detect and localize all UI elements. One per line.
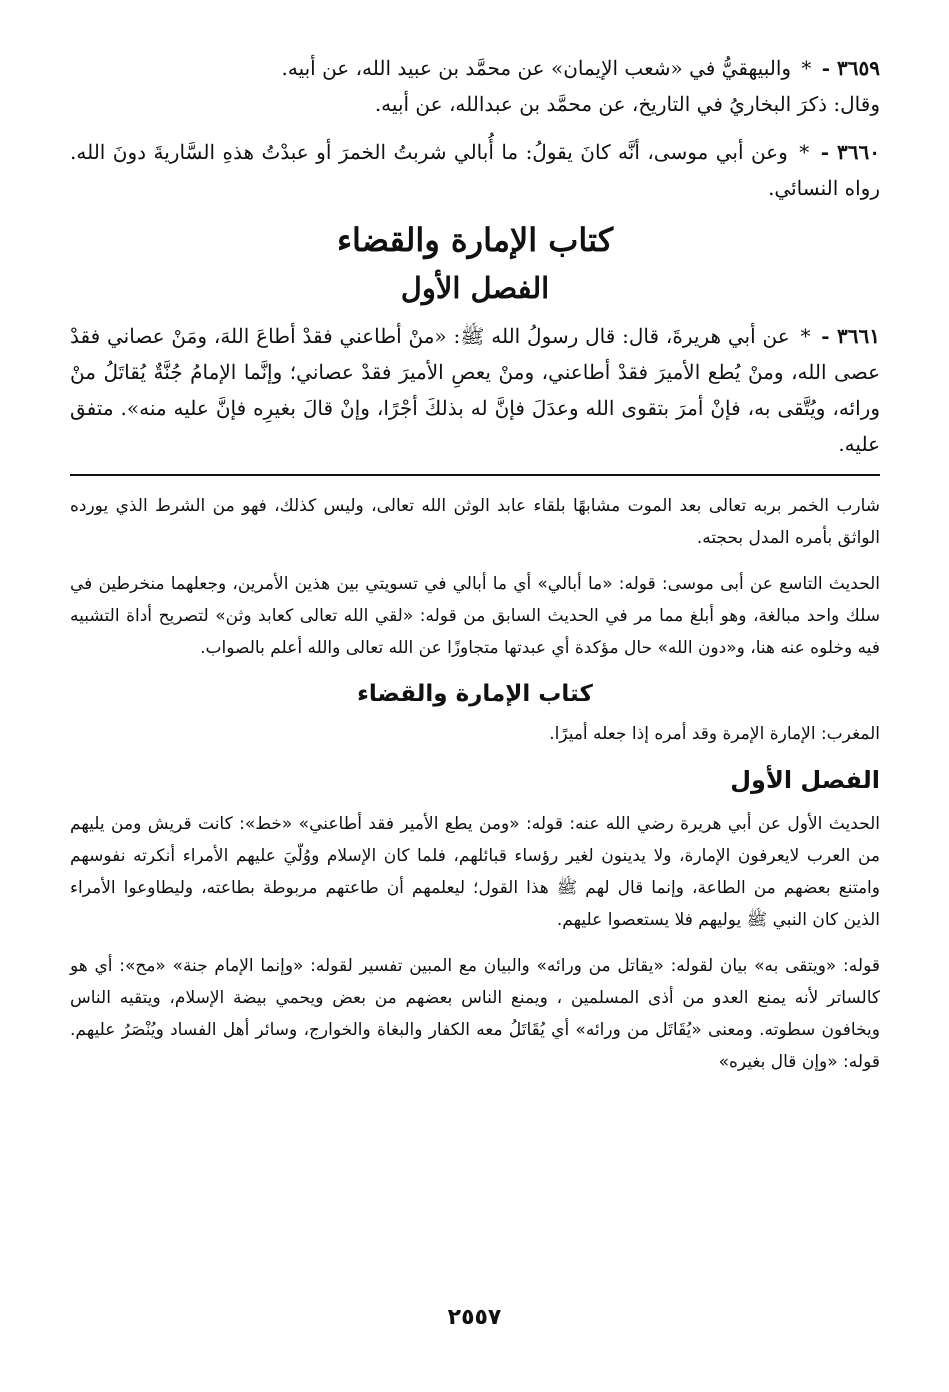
hadith-text: وعن أبي موسى، أنَّه كانَ يقولُ: ما أُبالي شربتُ الخمرَ أو عبدْتُ هذهِ السَّاريةَ دونَ الله. رواه النسائي. bbox=[70, 140, 880, 200]
hadith-3660 bbox=[70, 134, 880, 206]
section-title: الفصل الأول bbox=[400, 271, 550, 305]
commentary-section-title: الفصل الأول bbox=[730, 766, 880, 794]
star-icon: * bbox=[801, 56, 812, 80]
commentary-block bbox=[70, 490, 880, 1078]
page-body bbox=[70, 50, 880, 1092]
commentary-paragraph: شارب الخمر بربه تعالى بعد الموت مشابهًا بلقاء عابد الوثن الله تعالى، وليس كذلك، فهو من الشرط الذي يورده الواثق بأمره المدل بحجته. bbox=[70, 496, 880, 548]
star-icon: * bbox=[800, 324, 811, 348]
page-number: ٢٥٥٧ bbox=[447, 1305, 502, 1330]
star-icon: * bbox=[799, 140, 810, 164]
hadith-3659 bbox=[70, 50, 880, 122]
hadith-number: ٣٦٦٠ - bbox=[820, 140, 881, 164]
commentary-paragraph: المغرب: الإمارة الإمرة وقد أمره إذا جعله أميرًا. bbox=[549, 724, 880, 744]
hadith-main-text-2 bbox=[70, 318, 880, 462]
commentary-paragraph: قوله: «ويتقى به» بيان لقوله: «يقاتل من ورائه» والبيان مع المبين تفسير لقوله: «وإنما الإمام جنة» «مح»: أي هو كالساتر لأنه يمنع العدو من أذى المسلمين ، ويمنع الناس بعضهم من بعض ويحمي بيضة الإسلام، ويتقيه الناس ويخافون سطوته. ومعنى «يُقَاتَل من ورائه» أي يُقَاتَلُ معه الكفار والبغاة والخوارج، وسائر أهل الفساد ويُنْصَرُ عليهم. قوله: «وإن قال بغيره» bbox=[70, 956, 880, 1072]
hadith-main-text bbox=[70, 50, 880, 206]
commentary-paragraph: الحديث الأول عن أبي هريرة رضي الله عنه: قوله: «ومن يطع الأمير فقد أطاعني» «خط»: كانت قريش ومن يليهم من العرب لايعرفون الإمارة، ولا يدينون لغير رؤساء قبائلهم، فلما كان الإسلام ووُلّيَ عليهم الأمراء أنكرته نفوسهم وامتنع بعضهم من الطاعة، وإنما قال لهم ﷺ هذا القول؛ ليعلمهم أن طاعتهم مربوطة بطاعته، وليطاوعوا الأمراء الذين كان النبي ﷺ يوليهم فلا يستعصوا عليهم. bbox=[70, 814, 880, 930]
hadith-3661 bbox=[70, 318, 880, 462]
hadith-text: والبيهقيُّ في «شعب الإيمان» عن محمَّد بن عبيد الله، عن أبيه. bbox=[281, 56, 792, 80]
footnote-divider bbox=[70, 474, 880, 476]
commentary-paragraph: الحديث التاسع عن أبى موسى: قوله: «ما أبالي» أي ما أبالي في تسويتي بين هذين الأمرين، وجعلهما منخرطين في سلك واحد مبالغة، وهو أبلغ مما مر في الحديث السابق من قوله: «لقي الله تعالى كعابد وثن» لتصريح أداة التشبيه فيه وخلوه عنه هنا، و«دون الله» حال مؤكدة أي عبدتها متجاوزًا عن الله تعالى والله أعلم بالصواب. bbox=[70, 574, 880, 658]
commentary-book-title: كتاب الإمارة والقضاء bbox=[357, 681, 593, 707]
book-title: كتاب الإمارة والقضاء bbox=[336, 221, 614, 259]
hadith-number: ٣٦٥٩ - bbox=[821, 56, 880, 80]
hadith-note: وقال: ذكرَ البخاريُ في التاريخ، عن محمَّد بن عبدالله، عن أبيه. bbox=[374, 92, 880, 116]
hadith-number: ٣٦٦١ - bbox=[821, 324, 880, 348]
hadith-text: عن أبي هريرةَ، قال: قال رسولُ الله ﷺ: «منْ أطاعني فقدْ أطاعَ اللهَ، ومَنْ عصاني فقدْ عصى الله، ومنْ يُطع الأميرَ فقدْ أطاعني، ومنْ يعصِ الأميرَ فقدْ عصاني؛ وإنَّما الإمامُ جُنَّةٌ يُقاتَلُ منْ ورائه، ويُتَّقى به، فإنْ أمرَ بتقوى الله وعدَلَ فإنَّ له بذلكَ أجْرًا، وإنْ قالَ بغيرِه فإنَّ عليه منه». متفق عليه. bbox=[70, 324, 881, 456]
